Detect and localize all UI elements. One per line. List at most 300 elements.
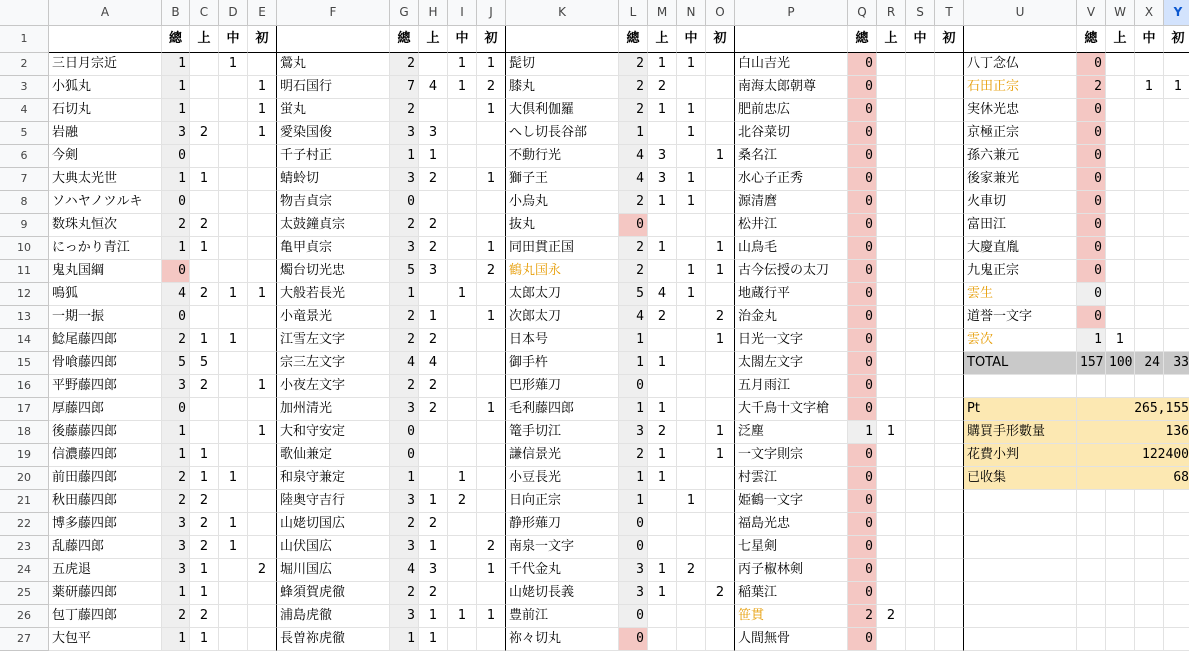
count-upper[interactable]: [419, 53, 448, 76]
count-middle[interactable]: [677, 513, 706, 536]
empty-cell[interactable]: [1164, 513, 1189, 536]
sub-header-upper[interactable]: 上: [190, 26, 219, 53]
count-total[interactable]: 0: [619, 214, 648, 237]
total-label[interactable]: TOTAL: [964, 352, 1077, 375]
count-middle[interactable]: [906, 99, 935, 122]
summary-label[interactable]: 購買手形數量: [964, 421, 1077, 444]
count-middle[interactable]: [677, 582, 706, 605]
sword-name[interactable]: 鬼丸国綱: [49, 260, 162, 283]
count-middle[interactable]: 1: [677, 260, 706, 283]
count-upper[interactable]: 1: [648, 559, 677, 582]
count-lower[interactable]: 1: [706, 145, 735, 168]
sword-name[interactable]: 富田江: [964, 214, 1077, 237]
count-lower[interactable]: [706, 168, 735, 191]
sword-name[interactable]: 大典太光世: [49, 168, 162, 191]
count-lower[interactable]: [935, 605, 964, 628]
count-lower[interactable]: 2: [706, 306, 735, 329]
count-upper[interactable]: [1106, 53, 1135, 76]
count-total[interactable]: 1: [848, 421, 877, 444]
count-lower[interactable]: [1164, 329, 1189, 352]
count-lower[interactable]: [935, 306, 964, 329]
count-lower[interactable]: [706, 214, 735, 237]
sword-name[interactable]: 小竜景光: [277, 306, 390, 329]
count-upper[interactable]: 4: [648, 283, 677, 306]
row-header-23[interactable]: 23: [0, 536, 49, 559]
count-upper[interactable]: [419, 421, 448, 444]
count-total[interactable]: 1: [1077, 329, 1106, 352]
count-upper[interactable]: 2: [419, 237, 448, 260]
count-middle[interactable]: [906, 444, 935, 467]
count-total[interactable]: 1: [390, 628, 419, 651]
count-middle[interactable]: 1: [448, 283, 477, 306]
sword-name[interactable]: 火車切: [964, 191, 1077, 214]
count-upper[interactable]: 1: [190, 237, 219, 260]
count-lower[interactable]: [935, 490, 964, 513]
sword-name[interactable]: 福島光忠: [735, 513, 848, 536]
sword-name[interactable]: 千子村正: [277, 145, 390, 168]
count-lower[interactable]: [706, 53, 735, 76]
sub-header-total[interactable]: 總: [848, 26, 877, 53]
sword-name[interactable]: 石田正宗: [964, 76, 1077, 99]
count-middle[interactable]: [677, 421, 706, 444]
count-lower[interactable]: [935, 375, 964, 398]
count-middle[interactable]: [219, 122, 248, 145]
sword-name[interactable]: 一期一振: [49, 306, 162, 329]
count-upper[interactable]: 2: [190, 605, 219, 628]
count-lower[interactable]: [706, 283, 735, 306]
count-middle[interactable]: 1: [677, 122, 706, 145]
count-total[interactable]: 0: [619, 605, 648, 628]
count-lower[interactable]: [248, 444, 277, 467]
sword-name[interactable]: 鶯丸: [277, 53, 390, 76]
count-lower[interactable]: [248, 260, 277, 283]
sword-name[interactable]: 歌仙兼定: [277, 444, 390, 467]
count-total[interactable]: 2: [619, 53, 648, 76]
count-middle[interactable]: 1: [677, 490, 706, 513]
count-middle[interactable]: 1: [219, 283, 248, 306]
count-total[interactable]: 3: [390, 122, 419, 145]
count-total[interactable]: 0: [848, 398, 877, 421]
count-lower[interactable]: 2: [477, 76, 506, 99]
count-upper[interactable]: [190, 191, 219, 214]
count-lower[interactable]: [935, 168, 964, 191]
count-upper[interactable]: [877, 53, 906, 76]
sword-name[interactable]: 数珠丸恒次: [49, 214, 162, 237]
count-total[interactable]: 4: [619, 145, 648, 168]
count-middle[interactable]: [448, 99, 477, 122]
count-upper[interactable]: 1: [648, 444, 677, 467]
column-header-b[interactable]: B: [162, 0, 190, 26]
sword-name[interactable]: 山鳥毛: [735, 237, 848, 260]
sword-name[interactable]: 祢々切丸: [506, 628, 619, 651]
count-lower[interactable]: [1164, 237, 1189, 260]
count-upper[interactable]: [877, 214, 906, 237]
count-lower[interactable]: [935, 283, 964, 306]
empty-cell[interactable]: [1164, 490, 1189, 513]
count-upper[interactable]: 1: [419, 605, 448, 628]
count-upper[interactable]: [877, 536, 906, 559]
empty-cell[interactable]: [1106, 559, 1135, 582]
count-total[interactable]: 1: [619, 352, 648, 375]
sword-name[interactable]: 大般若長光: [277, 283, 390, 306]
sword-name[interactable]: 加州清光: [277, 398, 390, 421]
sword-name[interactable]: 日向正宗: [506, 490, 619, 513]
count-upper[interactable]: 2: [648, 421, 677, 444]
count-middle[interactable]: [219, 490, 248, 513]
count-upper[interactable]: [877, 375, 906, 398]
count-lower[interactable]: [935, 628, 964, 651]
count-lower[interactable]: [477, 444, 506, 467]
sword-name[interactable]: 泛塵: [735, 421, 848, 444]
row-header-2[interactable]: 2: [0, 53, 49, 76]
count-middle[interactable]: [906, 490, 935, 513]
row-header-17[interactable]: 17: [0, 398, 49, 421]
sword-name[interactable]: 九鬼正宗: [964, 260, 1077, 283]
count-middle[interactable]: [219, 191, 248, 214]
count-upper[interactable]: [190, 53, 219, 76]
sword-name[interactable]: 篭手切江: [506, 421, 619, 444]
column-header-c[interactable]: C: [190, 0, 219, 26]
count-total[interactable]: 0: [162, 260, 190, 283]
count-middle[interactable]: [906, 122, 935, 145]
column-header-g[interactable]: G: [390, 0, 419, 26]
count-upper[interactable]: [648, 513, 677, 536]
count-middle[interactable]: [448, 122, 477, 145]
count-lower[interactable]: [706, 191, 735, 214]
count-upper[interactable]: [419, 444, 448, 467]
count-upper[interactable]: [1106, 191, 1135, 214]
count-total[interactable]: 0: [619, 375, 648, 398]
count-upper[interactable]: 1: [648, 191, 677, 214]
count-upper[interactable]: [877, 582, 906, 605]
empty-cell[interactable]: [1106, 536, 1135, 559]
count-upper[interactable]: 2: [190, 513, 219, 536]
sub-header-upper[interactable]: 上: [1106, 26, 1135, 53]
row-header-9[interactable]: 9: [0, 214, 49, 237]
count-middle[interactable]: 1: [219, 513, 248, 536]
count-lower[interactable]: [1164, 191, 1189, 214]
count-middle[interactable]: 1: [219, 329, 248, 352]
count-middle[interactable]: [677, 444, 706, 467]
summary-value[interactable]: 122400: [1077, 444, 1189, 467]
empty-cell[interactable]: [964, 490, 1077, 513]
count-upper[interactable]: 1: [648, 237, 677, 260]
sword-name[interactable]: 膝丸: [506, 76, 619, 99]
count-middle[interactable]: [1135, 168, 1164, 191]
count-middle[interactable]: [448, 191, 477, 214]
empty-cell[interactable]: [964, 375, 1077, 398]
count-upper[interactable]: 1: [419, 490, 448, 513]
count-total[interactable]: 0: [848, 191, 877, 214]
count-upper[interactable]: 2: [190, 375, 219, 398]
count-middle[interactable]: [906, 168, 935, 191]
count-lower[interactable]: [706, 375, 735, 398]
count-total[interactable]: 0: [848, 76, 877, 99]
count-total[interactable]: 0: [1077, 306, 1106, 329]
count-middle[interactable]: 1: [219, 536, 248, 559]
count-upper[interactable]: [190, 99, 219, 122]
count-lower[interactable]: [935, 191, 964, 214]
count-lower[interactable]: [248, 398, 277, 421]
count-total[interactable]: 0: [162, 145, 190, 168]
count-lower[interactable]: 2: [477, 536, 506, 559]
count-middle[interactable]: [1135, 99, 1164, 122]
count-total[interactable]: 0: [848, 214, 877, 237]
count-total[interactable]: 2: [619, 191, 648, 214]
count-total[interactable]: 0: [848, 628, 877, 651]
count-upper[interactable]: 2: [648, 306, 677, 329]
count-upper[interactable]: [648, 329, 677, 352]
count-upper[interactable]: 2: [190, 122, 219, 145]
count-lower[interactable]: 1: [477, 53, 506, 76]
count-lower[interactable]: 2: [248, 559, 277, 582]
count-middle[interactable]: [448, 329, 477, 352]
count-upper[interactable]: 4: [419, 352, 448, 375]
sword-name[interactable]: 謙信景光: [506, 444, 619, 467]
row-header-19[interactable]: 19: [0, 444, 49, 467]
empty-cell[interactable]: [964, 628, 1077, 651]
column-header-a[interactable]: A: [49, 0, 162, 26]
count-middle[interactable]: [1135, 329, 1164, 352]
column-header-d[interactable]: D: [219, 0, 248, 26]
sword-name[interactable]: 南泉一文字: [506, 536, 619, 559]
count-middle[interactable]: [1135, 214, 1164, 237]
count-total[interactable]: 0: [1077, 191, 1106, 214]
count-upper[interactable]: [190, 260, 219, 283]
sword-name[interactable]: 村雲江: [735, 467, 848, 490]
sword-name[interactable]: 薬研藤四郎: [49, 582, 162, 605]
count-lower[interactable]: 1: [477, 168, 506, 191]
count-total[interactable]: 0: [848, 145, 877, 168]
count-middle[interactable]: 1: [448, 53, 477, 76]
count-lower[interactable]: [1164, 260, 1189, 283]
count-middle[interactable]: [677, 329, 706, 352]
sword-name[interactable]: 松井江: [735, 214, 848, 237]
total-lower[interactable]: 33: [1164, 352, 1189, 375]
count-upper[interactable]: 2: [877, 605, 906, 628]
count-total[interactable]: 1: [162, 168, 190, 191]
count-total[interactable]: 0: [619, 536, 648, 559]
count-lower[interactable]: 2: [706, 582, 735, 605]
summary-label[interactable]: 已收集: [964, 467, 1077, 490]
count-total[interactable]: 3: [162, 559, 190, 582]
count-lower[interactable]: [248, 53, 277, 76]
count-upper[interactable]: [419, 99, 448, 122]
count-total[interactable]: 3: [162, 375, 190, 398]
count-total[interactable]: 0: [848, 237, 877, 260]
count-total[interactable]: 1: [390, 145, 419, 168]
count-total[interactable]: 2: [619, 99, 648, 122]
count-upper[interactable]: 3: [419, 559, 448, 582]
count-upper[interactable]: [877, 168, 906, 191]
sub-header-middle[interactable]: 中: [448, 26, 477, 53]
sword-name[interactable]: 白山吉光: [735, 53, 848, 76]
count-total[interactable]: 0: [848, 513, 877, 536]
count-upper[interactable]: [190, 421, 219, 444]
count-total[interactable]: 2: [619, 444, 648, 467]
count-lower[interactable]: 1: [477, 99, 506, 122]
sub-header-middle[interactable]: 中: [906, 26, 935, 53]
count-middle[interactable]: [677, 467, 706, 490]
empty-cell[interactable]: [1077, 628, 1106, 651]
count-lower[interactable]: 1: [248, 421, 277, 444]
count-lower[interactable]: [706, 398, 735, 421]
count-lower[interactable]: [477, 145, 506, 168]
empty-cell[interactable]: [964, 559, 1077, 582]
row-header-5[interactable]: 5: [0, 122, 49, 145]
count-middle[interactable]: [677, 214, 706, 237]
count-lower[interactable]: [1164, 122, 1189, 145]
count-upper[interactable]: 2: [419, 513, 448, 536]
count-lower[interactable]: 1: [248, 122, 277, 145]
count-middle[interactable]: [1135, 283, 1164, 306]
count-middle[interactable]: [906, 536, 935, 559]
count-middle[interactable]: [1135, 260, 1164, 283]
count-upper[interactable]: [1106, 237, 1135, 260]
sword-name[interactable]: 御手杵: [506, 352, 619, 375]
sword-name[interactable]: 千代金丸: [506, 559, 619, 582]
count-upper[interactable]: [877, 490, 906, 513]
count-middle[interactable]: [1135, 191, 1164, 214]
empty-cell[interactable]: [1135, 559, 1164, 582]
count-total[interactable]: 2: [390, 513, 419, 536]
count-lower[interactable]: [477, 329, 506, 352]
count-lower[interactable]: [1164, 214, 1189, 237]
count-middle[interactable]: [448, 421, 477, 444]
count-total[interactable]: 0: [848, 375, 877, 398]
count-middle[interactable]: 2: [448, 490, 477, 513]
count-upper[interactable]: 1: [648, 467, 677, 490]
count-total[interactable]: 2: [619, 76, 648, 99]
empty-cell[interactable]: [1164, 582, 1189, 605]
count-total[interactable]: 0: [848, 306, 877, 329]
count-total[interactable]: 5: [619, 283, 648, 306]
count-lower[interactable]: [477, 513, 506, 536]
row-header-16[interactable]: 16: [0, 375, 49, 398]
count-middle[interactable]: [219, 145, 248, 168]
count-lower[interactable]: [248, 352, 277, 375]
count-middle[interactable]: [219, 375, 248, 398]
count-total[interactable]: 2: [162, 490, 190, 513]
count-total[interactable]: 1: [162, 53, 190, 76]
count-middle[interactable]: [906, 582, 935, 605]
empty-cell[interactable]: [1077, 536, 1106, 559]
count-total[interactable]: 0: [1077, 283, 1106, 306]
count-lower[interactable]: [477, 467, 506, 490]
count-upper[interactable]: [648, 260, 677, 283]
sword-name[interactable]: 太鼓鐘貞宗: [277, 214, 390, 237]
count-middle[interactable]: [448, 306, 477, 329]
empty-cell[interactable]: [1135, 490, 1164, 513]
count-total[interactable]: 4: [390, 352, 419, 375]
count-middle[interactable]: [1135, 122, 1164, 145]
count-middle[interactable]: [677, 375, 706, 398]
count-total[interactable]: 0: [162, 398, 190, 421]
row-header-21[interactable]: 21: [0, 490, 49, 513]
sword-name[interactable]: 八丁念仏: [964, 53, 1077, 76]
count-total[interactable]: 0: [848, 582, 877, 605]
count-middle[interactable]: [219, 421, 248, 444]
sword-name[interactable]: 一文字則宗: [735, 444, 848, 467]
count-total[interactable]: 0: [848, 168, 877, 191]
sub-header-lower[interactable]: 初: [935, 26, 964, 53]
count-total[interactable]: 0: [162, 306, 190, 329]
count-total[interactable]: 3: [619, 559, 648, 582]
count-lower[interactable]: [935, 398, 964, 421]
sword-name[interactable]: 大千鳥十文字槍: [735, 398, 848, 421]
total-upper[interactable]: 100: [1106, 352, 1135, 375]
sword-name[interactable]: 七星剣: [735, 536, 848, 559]
sword-name[interactable]: 鯰尾藤四郎: [49, 329, 162, 352]
count-lower[interactable]: [935, 329, 964, 352]
empty-cell[interactable]: [1135, 582, 1164, 605]
count-upper[interactable]: 1: [190, 168, 219, 191]
count-upper[interactable]: [877, 513, 906, 536]
count-total[interactable]: 0: [390, 191, 419, 214]
count-upper[interactable]: 2: [648, 76, 677, 99]
sword-name[interactable]: にっかり青江: [49, 237, 162, 260]
count-lower[interactable]: [477, 214, 506, 237]
count-upper[interactable]: 2: [190, 490, 219, 513]
count-middle[interactable]: [219, 214, 248, 237]
count-lower[interactable]: [248, 536, 277, 559]
count-upper[interactable]: 1: [648, 352, 677, 375]
empty-cell[interactable]: [1164, 559, 1189, 582]
empty-cell[interactable]: [1164, 628, 1189, 651]
sword-name[interactable]: 江雪左文字: [277, 329, 390, 352]
column-header-f[interactable]: F: [277, 0, 390, 26]
sword-name[interactable]: 地蔵行平: [735, 283, 848, 306]
count-lower[interactable]: [706, 536, 735, 559]
row-header-15[interactable]: 15: [0, 352, 49, 375]
sword-name[interactable]: 獅子王: [506, 168, 619, 191]
count-middle[interactable]: [219, 444, 248, 467]
count-total[interactable]: 1: [390, 283, 419, 306]
sword-name[interactable]: 明石国行: [277, 76, 390, 99]
count-total[interactable]: 3: [390, 237, 419, 260]
count-lower[interactable]: [477, 122, 506, 145]
row-header-20[interactable]: 20: [0, 467, 49, 490]
count-upper[interactable]: [648, 628, 677, 651]
empty-cell[interactable]: [1164, 375, 1189, 398]
count-upper[interactable]: [877, 122, 906, 145]
count-lower[interactable]: [477, 283, 506, 306]
count-upper[interactable]: 1: [190, 444, 219, 467]
summary-value[interactable]: 68: [1077, 467, 1189, 490]
sword-name[interactable]: 源清麿: [735, 191, 848, 214]
count-upper[interactable]: 2: [419, 329, 448, 352]
empty-cell[interactable]: [1135, 628, 1164, 651]
count-middle[interactable]: [906, 467, 935, 490]
count-upper[interactable]: [1106, 168, 1135, 191]
empty-cell[interactable]: [1077, 375, 1106, 398]
count-upper[interactable]: 2: [190, 283, 219, 306]
count-total[interactable]: 0: [1077, 145, 1106, 168]
sword-name[interactable]: 岩融: [49, 122, 162, 145]
count-lower[interactable]: [248, 582, 277, 605]
select-all-corner[interactable]: [0, 0, 49, 26]
count-middle[interactable]: [906, 214, 935, 237]
row-header-10[interactable]: 10: [0, 237, 49, 260]
sword-name[interactable]: 静形薙刀: [506, 513, 619, 536]
count-lower[interactable]: [706, 76, 735, 99]
count-total[interactable]: 0: [1077, 168, 1106, 191]
count-middle[interactable]: [906, 145, 935, 168]
count-middle[interactable]: [219, 398, 248, 421]
count-upper[interactable]: [877, 191, 906, 214]
empty-cell[interactable]: [964, 513, 1077, 536]
count-total[interactable]: 0: [1077, 260, 1106, 283]
